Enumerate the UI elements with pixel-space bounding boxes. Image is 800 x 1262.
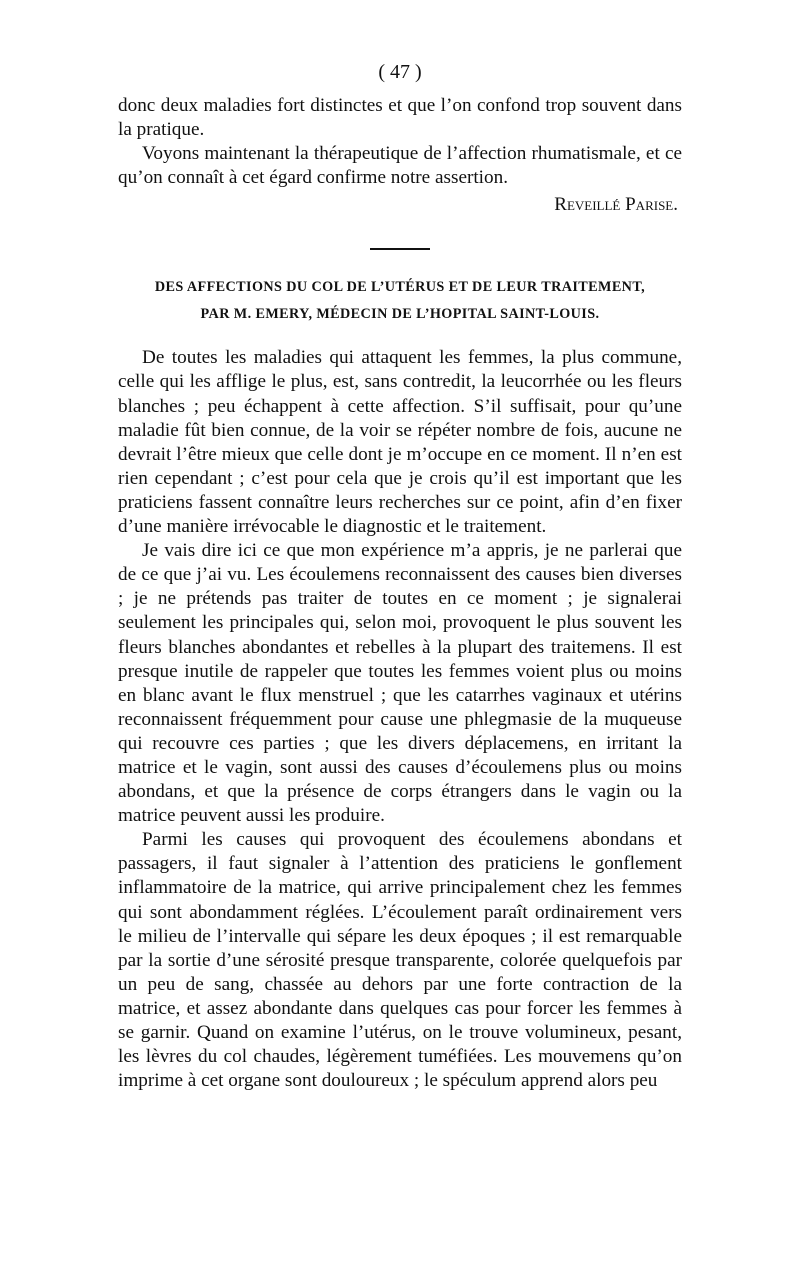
body-paragraph: De toutes les maladies qui attaquent les femmes, la plus commune, celle qui les afflige le plus, est, sans contredit, la leucorrhée ou les fleurs blanches ; peu échappent à cette affection. S’il suffisait, pour qu’une maladie fût bien connue, de la voir se répéter nombre de fois, aucune ne devrait l’être mieux que celle dont je m’occupe en ce moment. Il n’en est rien cependant ; c’est pour cela que je crois qu’il est important que les praticiens fassent connaître leurs recherches sur ce point, afin d’en fixer d’une manière irrévocable le diagnostic et le traitement. — [118, 347, 682, 538]
intro-paragraph: Voyons maintenant la thérapeutique de l’affection rhumatismale, et ce qu’on connaît à cet égard confirme notre assertion. — [118, 143, 682, 189]
author-signature: Reveillé Parise. — [554, 194, 678, 216]
article-title-line-2: PAR M. EMERY, MÉDECIN DE L’HOPITAL SAINT-LOUIS. — [200, 306, 600, 323]
article-title-line-1: DES AFFECTIONS DU COL DE L’UTÉRUS ET DE LEUR TRAITEMENT, — [154, 279, 646, 296]
body-paragraph: Parmi les causes qui provoquent des écoulemens abondans et passagers, il faut signaler à l’attention des praticiens le gonflement inflammatoire de la matrice, qui arrive principalement chez les femmes qui sont abondamment réglées. L’écoulement paraît ordinairement vers le milieu de l’intervalle qui sépare les deux époques ; il est remarquable par la sortie d’une sérosité presque transparente, colorée quelquefois par un peu de sang, chassée au dehors par une forte contraction de la matrice, et assez abondante dans quelques cas pour forcer les femmes à se garnir. Quand on examine l’utérus, on le trouve volumineux, pesant, les lèvres du col chaudes, légèrement tuméfiées. Les mouvemens qu’on imprime à cet organe sont douloureux ; le spéculum apprend alors peu — [118, 829, 682, 1092]
book-page — [118, 58, 682, 1093]
body-paragraph: Je vais dire ici ce que mon expérience m’a appris, je ne parlerai que de ce que j’ai vu. Les écoulemens reconnaissent des causes bien diverses ; je ne prétends pas traiter de toutes en ce moment ; je signalerai seulement les principales qui, selon moi, provoquent le plus souvent les fleurs blanches abondantes et rebelles à la plupart des traitemens. Il est presque inutile de rappeler que toutes les femmes voient plus ou moins en blanc avant le flux menstruel ; que les catarrhes vaginaux et utérins reconnaissent fréquemment pour cause une phlegmasie de la muqueuse qui recouvre ces parties ; que les divers déplacemens, en irritant la matrice et le vagin, sont aussi des causes d’écoulemens plus ou moins abondans, et que la présence de corps étrangers dans le vagin ou la matrice peuvent aussi les produire. — [118, 540, 682, 827]
section-divider — [370, 248, 430, 250]
page-number: ( 47 ) — [378, 61, 422, 83]
intro-paragraph-continued: donc deux maladies fort distinctes et que l’on confond trop souvent dans la pratique. — [118, 95, 682, 141]
article-title — [118, 274, 682, 328]
